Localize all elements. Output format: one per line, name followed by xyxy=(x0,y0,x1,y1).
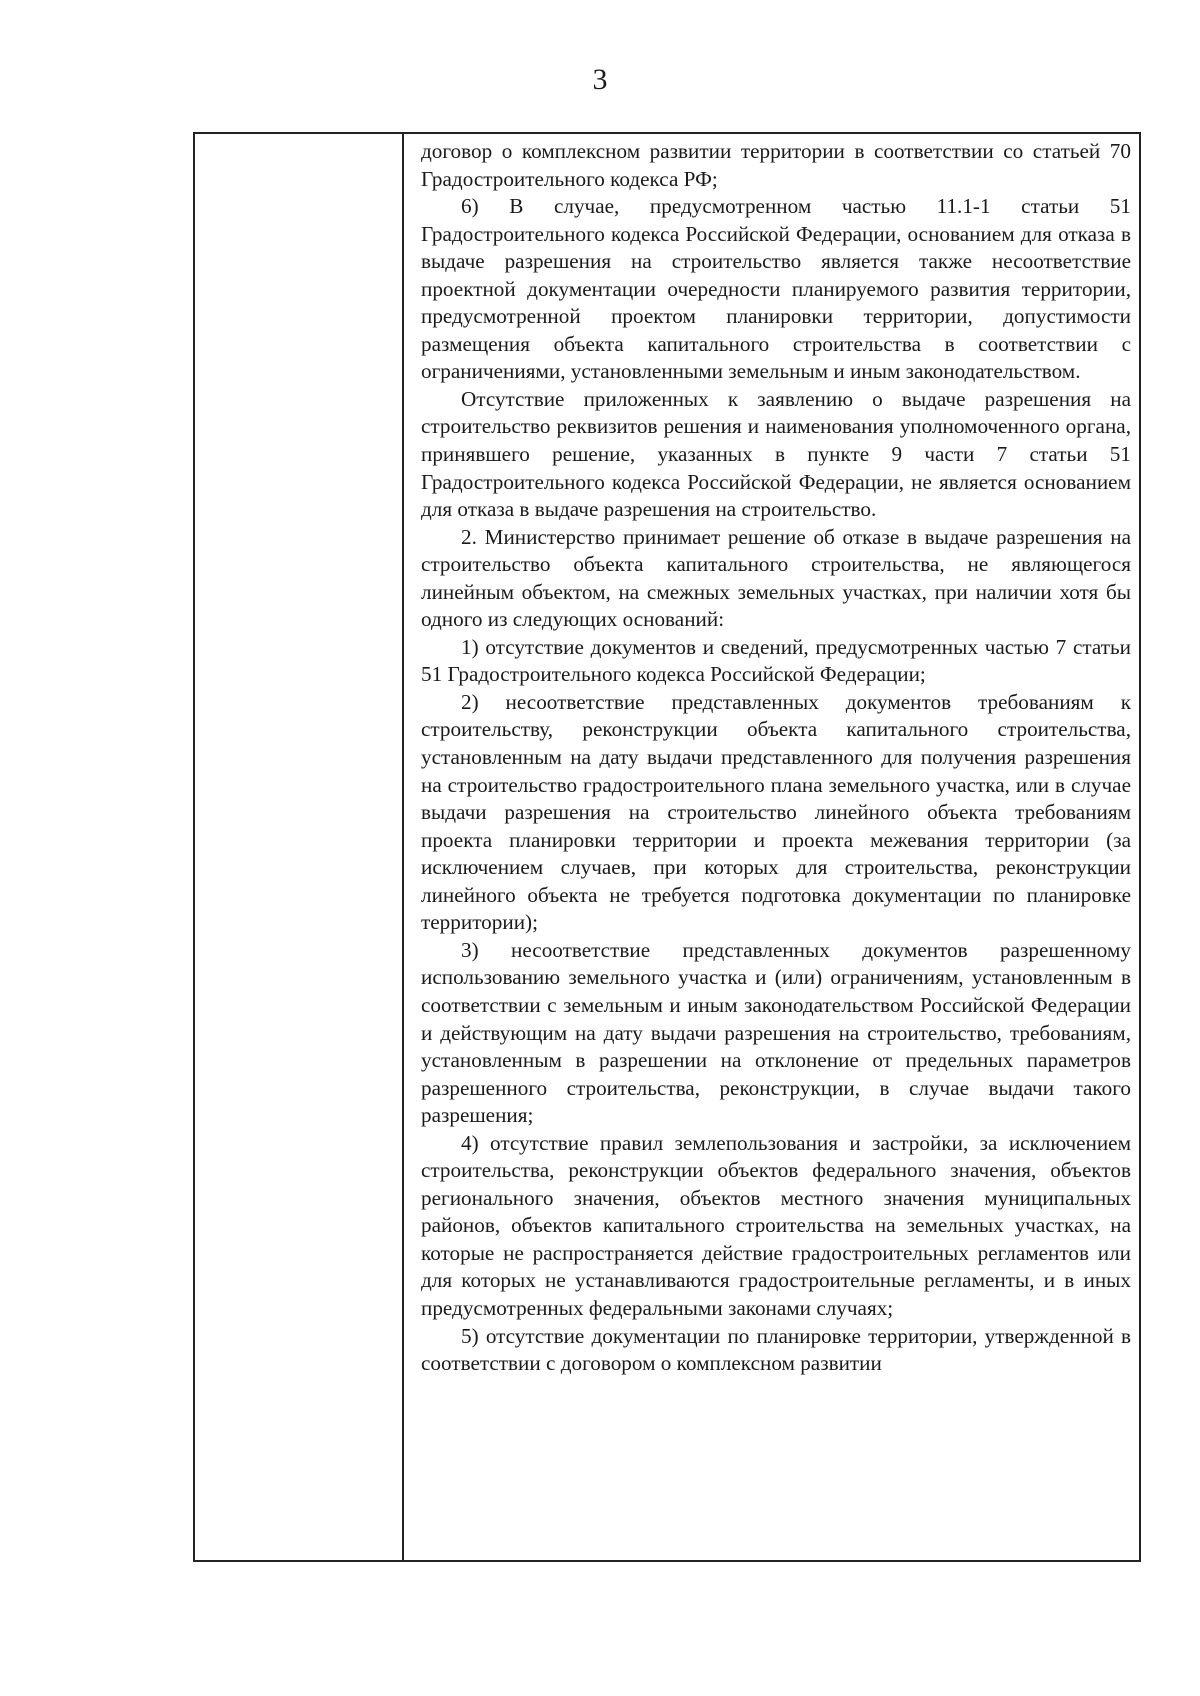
paragraph: 3) несоответствие представленных документов разрешенному использованию земельного участка и (или) ограничениям, установленным в соответствии с земельным и иным законодательством Российской Федерации и действующим на дату выдачи разрешения на строительство, требованиям, установленным в разрешении на отклонение от предельных параметров разрешенного строительства, реконструкции, в случае выдачи такого разрешения; xyxy=(421,937,1131,1128)
paragraph: 5) отсутствие документации по планировке территории, утвержденной в соответствии с договором о комплексном развитии xyxy=(421,1323,1131,1376)
paragraph: 2) несоответствие представленных документов требованиям к строительству, реконструкции объекта капитального строительства, установленным на дату выдачи представленного для получения разрешения на строительство градостроительного плана земельного участка, или в случае выдачи разрешения на строительство линейного объекта требованиям проекта планировки территории и проекта межевания территории (за исключением случаев, при которых для строительства, реконструкции линейного объекта не требуется подготовка документации по планировке территории); xyxy=(421,689,1131,935)
paragraph: 6) В случае, предусмотренном частью 11.1-1 статьи 51 Градостроительного кодекса Российской Федерации, основанием для отказа в выдаче разрешения на строительство является также несоответствие проектной документации очередности планируемого развития территории, предусмотренной проектом планировки территории, допустимости размещения объекта капитального строительства в соответствии с ограничениями, установленными земельным и иным законодательством. xyxy=(421,194,1131,384)
table-right-cell xyxy=(404,134,1139,1560)
page-number: 3 xyxy=(592,63,608,96)
paragraph: 4) отсутствие правил землепользования и застройки, за исключением строительства, реконструкции объектов федерального значения, объектов регионального значения, объектов местного значения муниципальных районов, объектов капитального строительства на земельных участках, на которые не распространяется действие градостроительных регламентов или для которых не устанавливаются градостроительные регламенты, и в иных предусмотренных федеральными законами случаях; xyxy=(421,1130,1131,1320)
paragraph: 2. Министерство принимает решение об отказе в выдаче разрешения на строительство объекта капитального строительства, не являющегося линейным объектом, на смежных земельных участках, при наличии хотя бы одного из следующих оснований: xyxy=(421,524,1131,632)
paragraph: Отсутствие приложенных к заявлению о выдаче разрешения на строительство реквизитов решения и наименования уполномоченного органа, принявшего решение, указанных в пункте 9 части 7 статьи 51 Градостроительного кодекса Российской Федерации, не является основанием для отказа в выдаче разрешения на строительство. xyxy=(421,386,1131,522)
table-left-cell xyxy=(195,134,404,1560)
document-table xyxy=(193,132,1141,1562)
paragraph: 1) отсутствие документов и сведений, предусмотренных частью 7 статьи 51 Градостроительного кодекса Российской Федерации; xyxy=(421,634,1131,687)
paragraph: договор о комплексном развитии территории в соответствии со статьей 70 Градостроительного кодекса РФ; xyxy=(421,139,1131,191)
